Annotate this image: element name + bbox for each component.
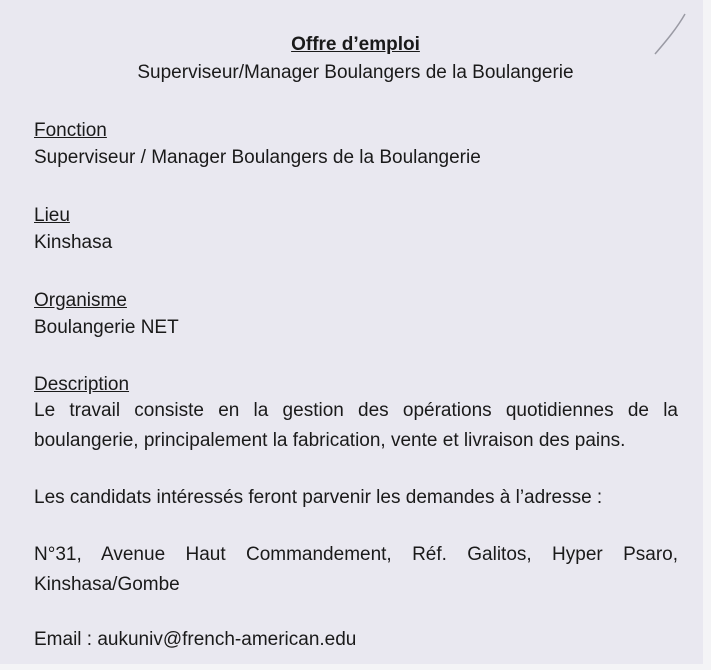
application-instructions: Les candidats intéressés feront parvenir les demandes à l’adresse : [34,487,603,508]
lieu-value: Kinshasa [34,232,113,253]
organisme-value: Boulangerie NET [34,317,179,338]
description-text: Le travail consiste en la gestion des opérations quotidiennes de la boulangerie, principalement la fabrication, vente et livraison des pains. [34,400,678,451]
postal-address: N°31, Avenue Haut Commandement, Réf. Galitos, Hyper Psaro, Kinshasa/Gombe [34,544,678,595]
contact-email: Email : aukuniv@french-american.edu [34,629,357,650]
scan-edge-bottom [0,664,711,670]
description-label: Description [34,374,130,395]
fonction-value: Superviseur / Manager Boulangers de la Boulangerie [34,147,481,168]
fonction-label: Fonction [34,120,107,141]
document-subtitle: Superviseur/Manager Boulangers de la Boulangerie [137,62,574,83]
lieu-label: Lieu [34,205,70,226]
document-title: Offre d’emploi [291,34,420,55]
organisme-label: Organisme [34,290,127,311]
scan-edge-right [703,0,711,670]
